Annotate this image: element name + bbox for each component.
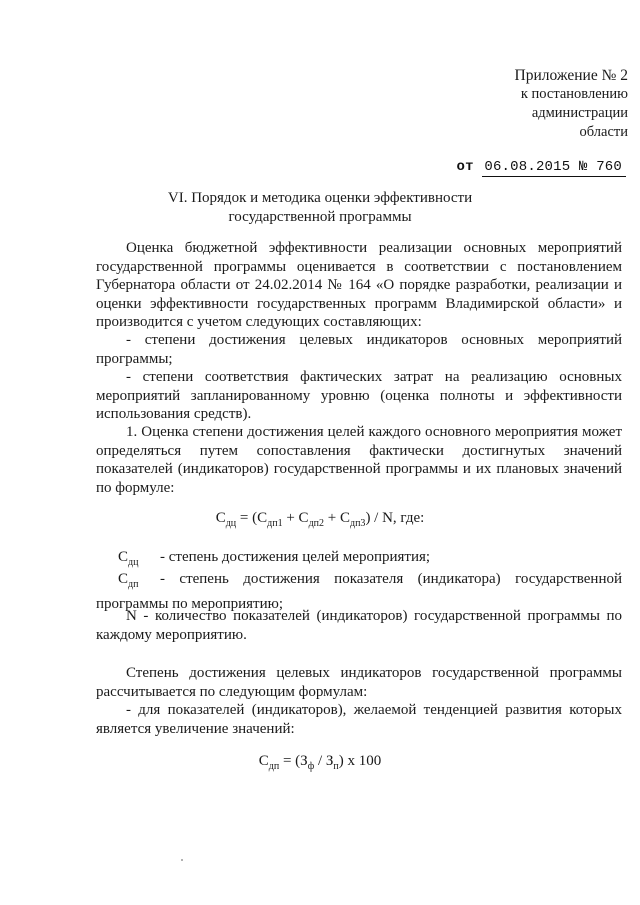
formula2-plan-sub: п — [333, 761, 339, 772]
section2-item: - для показателей (индикаторов), желаемой тенденцией развития которых является увеличение значений: — [96, 702, 622, 737]
formula1-term1-sub: дп1 — [267, 518, 283, 529]
scan-speck — [181, 859, 183, 861]
decree-prefix: от — [456, 159, 474, 175]
intro-item-2: - степени соответствия фактических затрат на реализацию основных мероприятий запланированному уровню (оценка полноты и эффективности использования средств). — [96, 369, 622, 422]
formula-cdc — [0, 510, 640, 529]
decree-number: 760 — [596, 159, 622, 175]
formula-cdp — [0, 753, 640, 772]
definition-n: N - количество показателей (индикаторов) государственной программы по каждому мероприятию. — [96, 608, 622, 643]
def2-text: - степень достижения показателя (индикатора) государственной программы по мероприятию; — [96, 571, 622, 612]
decree-date: 06.08.2015 — [484, 159, 571, 175]
decree-stamp — [457, 159, 626, 175]
annex-title: Приложение № 2 — [514, 67, 628, 84]
section2-paragraph: Степень достижения целевых индикаторов государственной программы рассчитывается по следующим формулам: — [96, 665, 622, 700]
def1-symbol-sub: дц — [128, 557, 139, 568]
def1-text: - степень достижения целей мероприятия; — [160, 549, 431, 565]
section1-paragraph: 1. Оценка степени достижения целей каждого основного мероприятия может определяться путем сопоставления фактически достигнутых значений показателей (индикаторов) государственной программы и их плановых значений по формуле: — [96, 424, 622, 496]
formula1-plus1: + С — [282, 510, 309, 526]
def1-symbol: С — [118, 549, 129, 565]
formula2-lhs-sub: дп — [268, 761, 280, 772]
formula2-div: / З — [314, 753, 334, 769]
formula1-lhs: С — [215, 510, 226, 526]
decree-number-sign: № — [578, 159, 588, 175]
intro-item-1: - степени достижения целевых индикаторов основных мероприятий программы; — [96, 332, 622, 367]
formula2-tail: ) х 100 — [338, 753, 382, 769]
section-heading — [0, 189, 640, 227]
heading-line-1: VI. Порядок и методика оценки эффективности — [167, 190, 473, 206]
def2-symbol: С — [118, 571, 129, 587]
decree-fill-line — [482, 159, 626, 177]
formula1-tail: ) / N, где: — [365, 510, 425, 526]
annex-line-3: администрации — [531, 105, 628, 121]
intro-paragraph: Оценка бюджетной эффективности реализации основных мероприятий государственной программы оценивается в соответствии с постановлением Губернатора области от 24.02.2014 № 164 «О порядке разработки, реализации и оценки эффективности государственных программ Владимирской области» и производится с учетом следующих составляющих: — [96, 240, 622, 330]
formula2-mid: = (З — [279, 753, 308, 769]
definition-cdc — [96, 548, 622, 573]
formula1-plus2: + С — [324, 510, 350, 526]
annex-line-4: области — [579, 124, 628, 140]
formula2-lhs: С — [258, 753, 269, 769]
heading-line-2: государственной программы — [228, 209, 412, 225]
formula1-lhs-sub: дц — [225, 518, 237, 529]
annex-block — [515, 66, 628, 142]
formula1-term3-sub: дп3 — [349, 518, 366, 529]
formula1-term2-sub: дп2 — [308, 518, 325, 529]
annex-line-2: к постановлению — [520, 86, 628, 102]
def2-symbol-sub: дп — [128, 579, 139, 590]
formula1-open: = (С — [236, 510, 268, 526]
formula2-fact-sub: ф — [307, 761, 315, 772]
